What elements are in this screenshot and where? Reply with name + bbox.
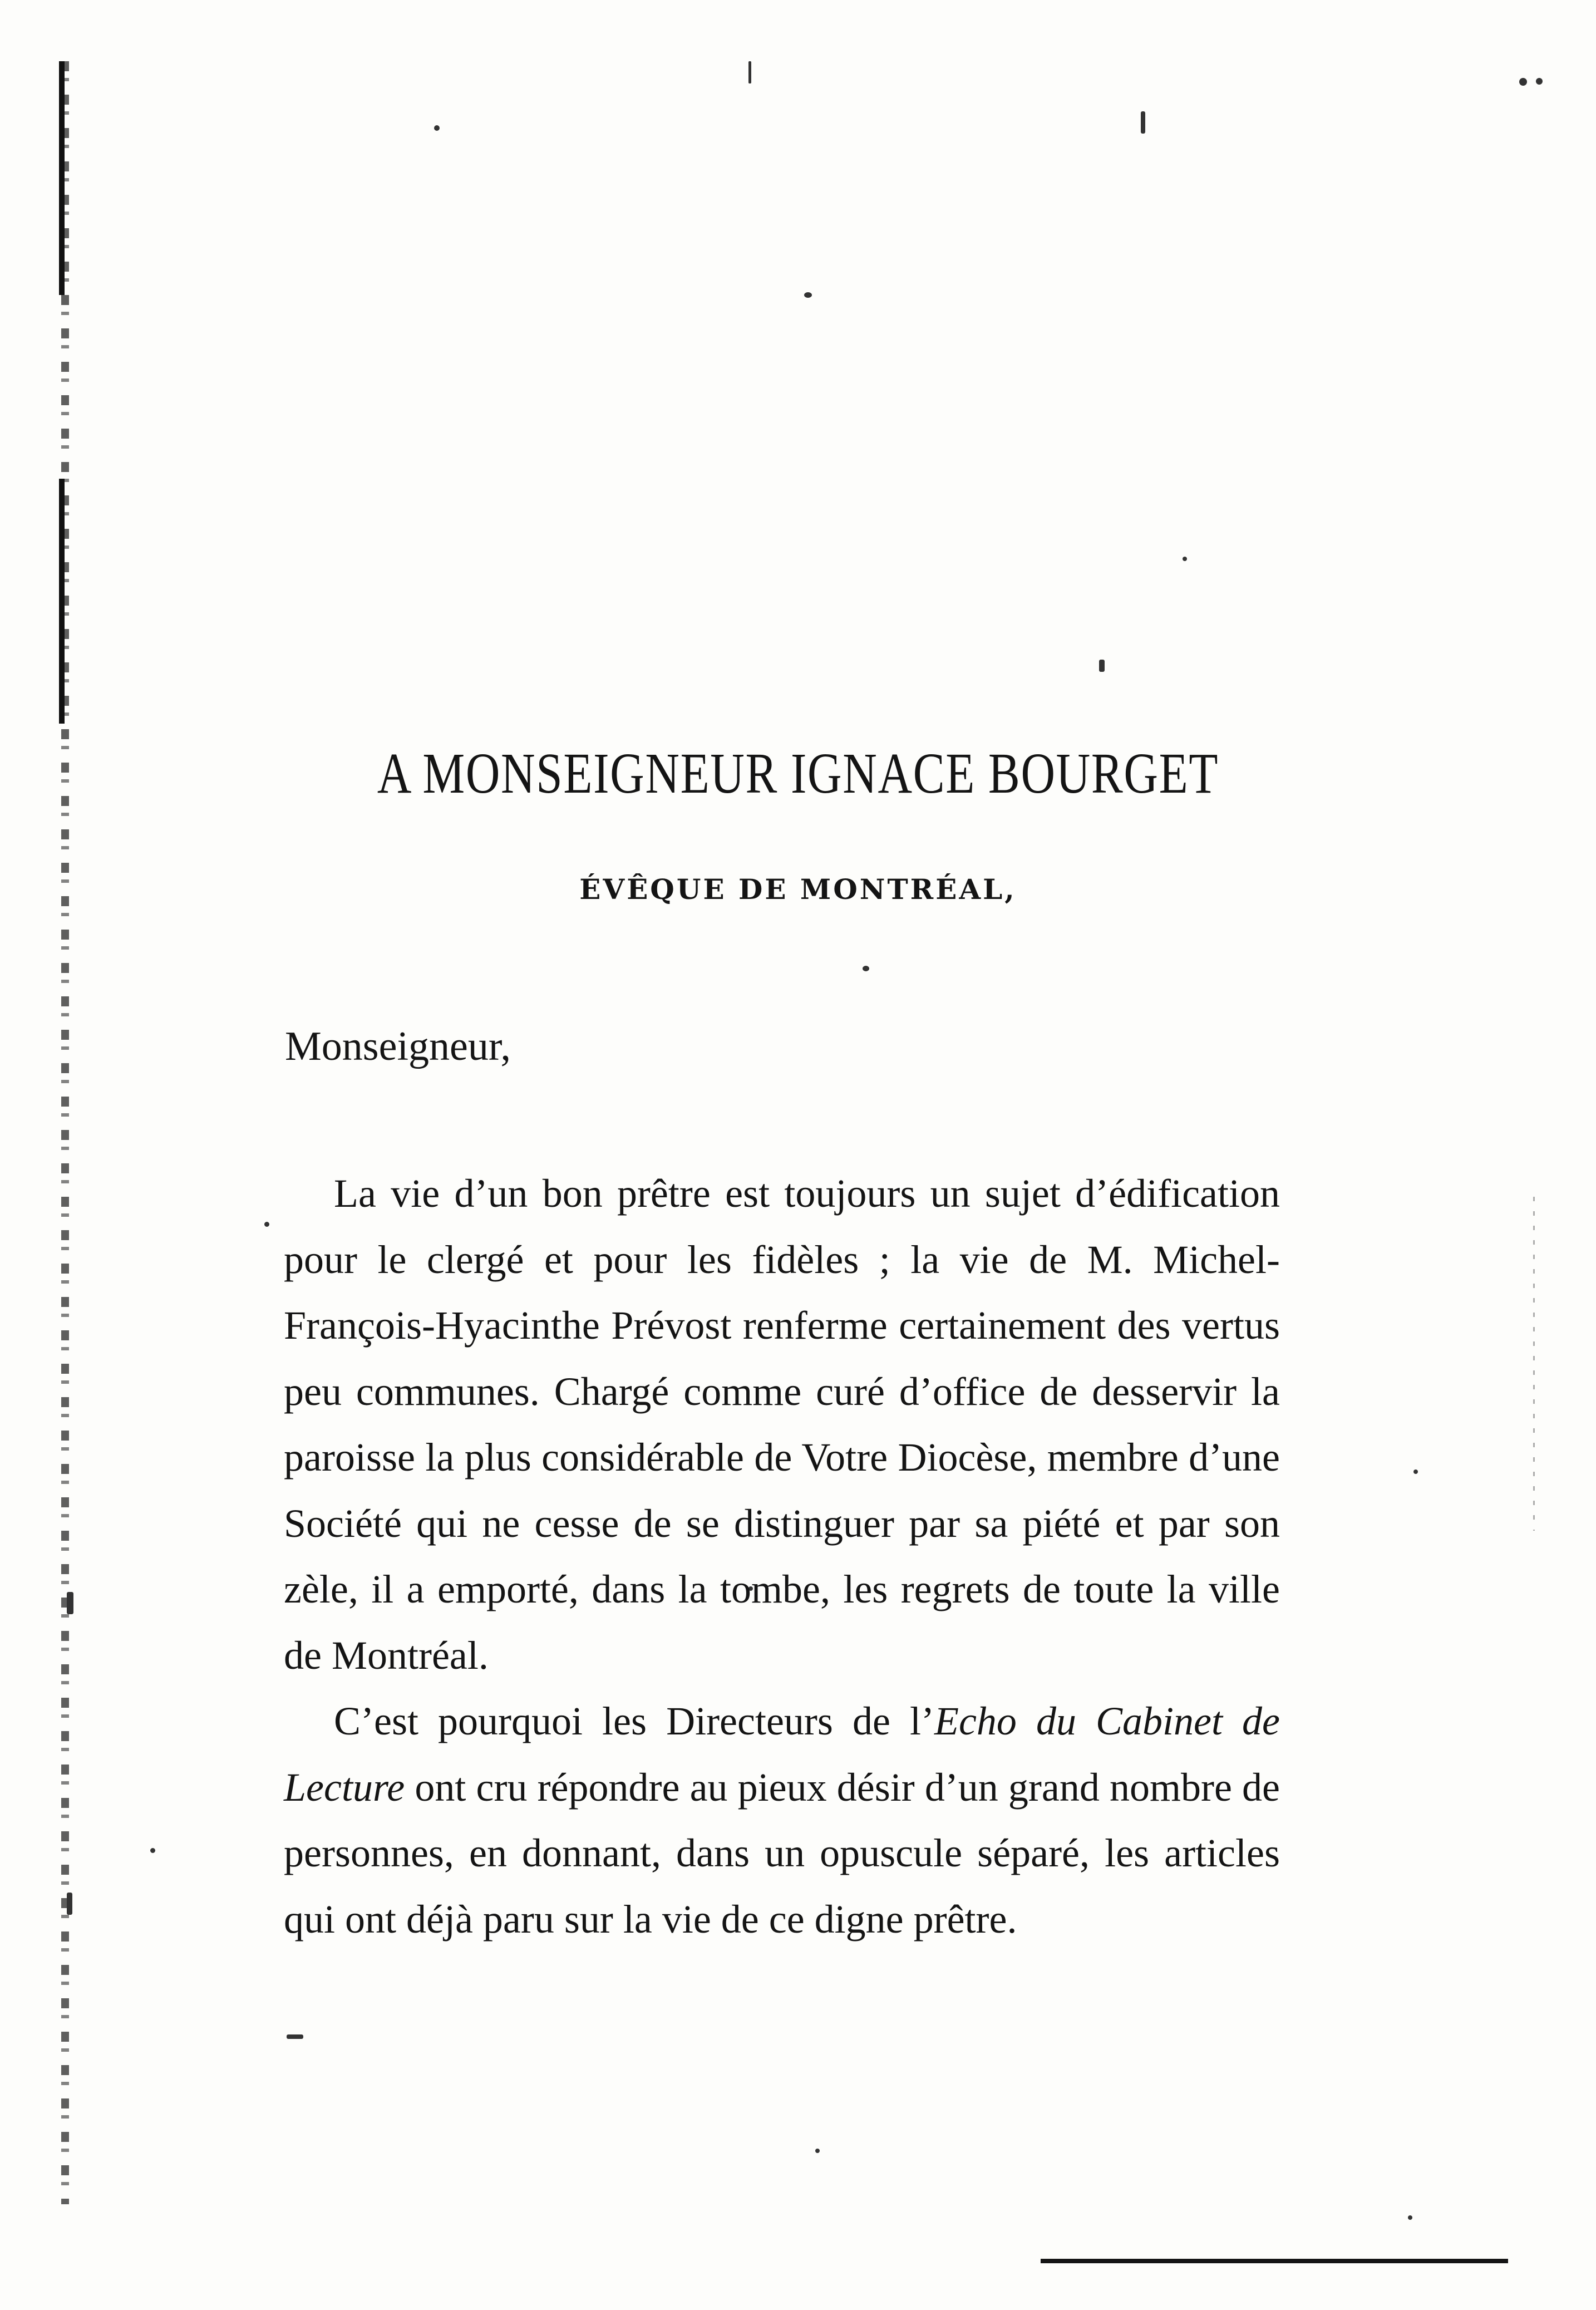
scan-speck <box>434 125 440 131</box>
scan-speck <box>67 1893 72 1915</box>
scan-speck <box>804 292 812 298</box>
letter-body <box>284 1161 1280 1952</box>
scan-speck <box>67 1592 73 1614</box>
scan-speck <box>1536 78 1543 85</box>
paragraph-2-start: C’est pourquoi les Directeurs de l’ <box>334 1699 934 1743</box>
scan-speck <box>1141 111 1145 134</box>
scan-speck <box>1099 660 1105 672</box>
binding-edge-mark-middle <box>59 479 65 724</box>
scan-speck <box>1408 2215 1412 2220</box>
bottom-rule <box>1041 2259 1508 2263</box>
right-margin-noise <box>1533 1197 1535 1531</box>
dedication-subtitle: ÉVÊQUE DE MONTRÉAL, <box>579 873 1017 906</box>
scan-speck <box>150 1848 155 1853</box>
publication-title: Echo du Cabinet de Lecture <box>284 1699 1280 1810</box>
paragraph-2-end: ont cru répondre au pieux désir d’un grand nombre de personnes, en donnant, dans un opuscule séparé, les articles qui ont déjà paru sur la vie de ce digne prêtre. <box>284 1765 1280 1942</box>
scan-speck <box>1519 78 1527 86</box>
scan-speck <box>264 1222 269 1227</box>
scan-speck <box>1183 557 1187 561</box>
scan-speck <box>748 61 751 83</box>
scan-speck <box>863 966 869 971</box>
scan-speck <box>815 2149 820 2153</box>
scan-speck <box>287 2034 303 2039</box>
dedication-title: A MONSEIGNEUR IGNACE BOURGET <box>377 741 1219 805</box>
paragraph-1: La vie d’un bon prêtre est toujours un sujet d’édification pour le clergé et pour les fidèles ; la vie de M. Michel-François-Hyacinthe Prévost renferme certainement des vertus peu communes. Chargé comme curé d’office de desservir la paroisse la plus considérable de Votre Diocèse, membre d’une Société qui ne cesse de se distinguer par sa piété et par son zèle, il a emporté, dans la tombe, les regrets de toute la ville de Montréal. <box>284 1171 1280 1678</box>
salutation: Monseigneur, <box>285 1024 511 1069</box>
scan-speck <box>1413 1469 1418 1474</box>
binding-edge-shadow <box>61 61 69 2204</box>
binding-edge-mark-top <box>59 61 65 295</box>
paragraph-2 <box>284 1688 1280 1952</box>
